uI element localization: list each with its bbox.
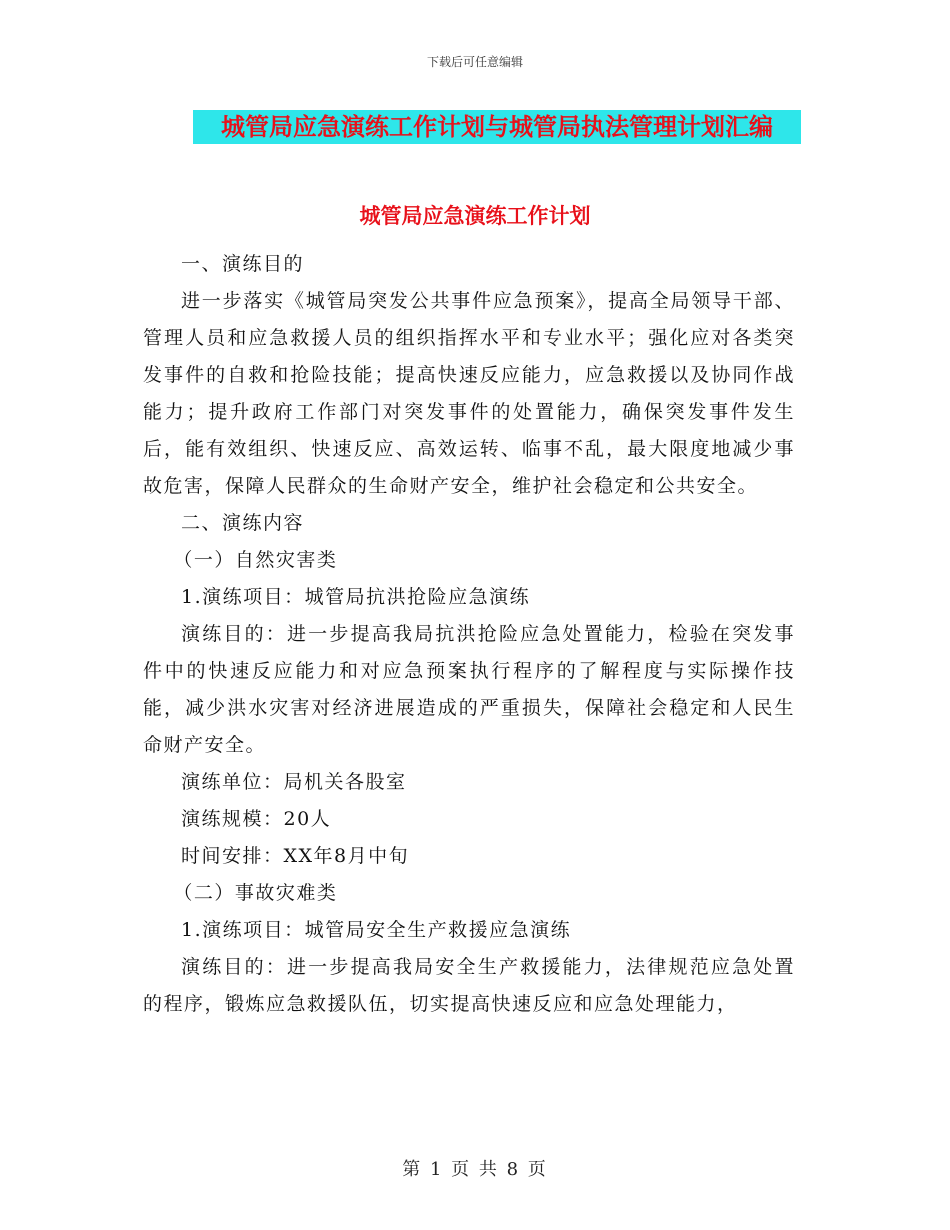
subheading-natural-disasters: （一）自然灾害类 <box>173 549 338 571</box>
item-drill-scale: 演练规模：20人 <box>181 808 332 830</box>
document-body <box>143 246 795 1023</box>
header-note: 下载后可任意编辑 <box>426 55 523 69</box>
item-safety-drill: 1.演练项目：城管局安全生产救援应急演练 <box>181 919 572 941</box>
heading-content: 二、演练内容 <box>181 512 305 534</box>
item-flood-drill: 1.演练项目：城管局抗洪抢险应急演练 <box>181 586 531 608</box>
heading-purpose: 一、演练目的 <box>181 253 305 275</box>
section-title: 城管局应急演练工作计划 <box>359 204 591 228</box>
document-title: 城管局应急演练工作计划与城管局执法管理计划汇编 <box>193 110 801 144</box>
paragraph-purpose: 进一步落实《城管局突发公共事件应急预案》，提高全局领导干部、管理人员和应急救援人员的组织指挥水平和专业水平；强化应对各类突发事件的自救和抢险技能；提高快速反应能力，应急救援以及协同作战能力；提升政府工作部门对突发事件的处置能力，确保突发事件发生后，能有效组织、快速反应、高效运转、临事不乱，最大限度地减少事故危害，保障人民群众的生命财产安全，维护社会稳定和公共安全。 <box>143 290 795 497</box>
paragraph-safety-purpose: 演练目的：进一步提高我局安全生产救援能力，法律规范应急处置的程序，锻炼应急救援队伍，切实提高快速反应和应急处理能力， <box>143 956 795 1015</box>
item-drill-unit: 演练单位：局机关各股室 <box>181 771 407 793</box>
page-footer: 第 1 页 共 8 页 <box>402 1159 548 1180</box>
subheading-accidents: （二）事故灾难类 <box>173 882 338 904</box>
item-drill-schedule: 时间安排：XX年8月中旬 <box>181 845 410 867</box>
paragraph-flood-purpose: 演练目的：进一步提高我局抗洪抢险应急处置能力，检验在突发事件中的快速反应能力和对应急预案执行程序的了解程度与实际操作技能，减少洪水灾害对经济进展造成的严重损失，保障社会稳定和人民生命财产安全。 <box>143 623 795 756</box>
